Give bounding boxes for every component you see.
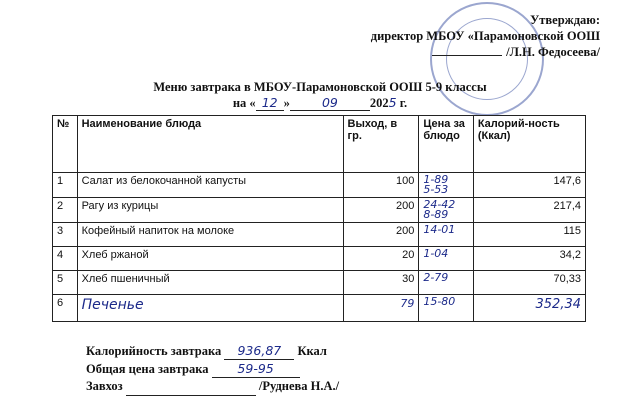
price-value: 2-79 [423, 271, 449, 284]
price-value-2: 5-53 [423, 183, 449, 196]
row-calories: 147,6 [473, 173, 585, 198]
manager-label: Завхоз [86, 379, 123, 393]
footer-manager [86, 378, 339, 396]
table-row [53, 223, 586, 247]
date-mid: » [283, 96, 290, 110]
row-calories [473, 295, 585, 322]
row-output: 200 [343, 223, 419, 247]
row-price [419, 271, 473, 295]
row-price [419, 198, 473, 223]
header-name: Наименование блюда [77, 116, 343, 173]
date-year-digit: 5 [388, 95, 397, 110]
footer-price [86, 360, 339, 378]
row-num: 6 [53, 295, 78, 322]
header-price: Цена за блюдо [419, 116, 473, 173]
row-calories: 115 [473, 223, 585, 247]
header-num: № [53, 116, 78, 173]
row-num: 5 [53, 271, 78, 295]
calories-value: 936,87 [224, 342, 294, 360]
table-row [53, 247, 586, 271]
row-price [419, 173, 473, 198]
row-calories: 34,2 [473, 247, 585, 271]
manager-name: /Руднева Н.А./ [258, 379, 340, 393]
row-name: Хлеб ржаной [77, 247, 343, 271]
approval-director: директор МБОУ «Парамоновской ООШ [370, 29, 600, 43]
price-value: 15-80 [423, 295, 456, 308]
approval-title: Утверждаю: [530, 13, 600, 27]
row-num: 2 [53, 198, 78, 223]
row-num: 4 [53, 247, 78, 271]
table-row [53, 198, 586, 223]
menu-title-main: Меню завтрака в МБОУ-Парамоновской ООШ 5-9 классы [153, 80, 487, 94]
row-name: Хлеб пшеничный [77, 271, 343, 295]
row-name: Рагу из курицы [77, 198, 343, 223]
menu-footer [86, 342, 339, 396]
row-num: 1 [53, 173, 78, 198]
row-output: 200 [343, 198, 419, 223]
date-year-suffix: г. [399, 96, 408, 110]
row-output [343, 295, 419, 322]
total-price-value: 59-95 [212, 360, 300, 378]
footer-calories [86, 342, 339, 360]
menu-table [52, 115, 586, 322]
row-price [419, 247, 473, 271]
date-month: 09 [290, 95, 370, 111]
manager-signature-line [126, 378, 256, 396]
approval-block [371, 12, 600, 60]
row-output: 20 [343, 247, 419, 271]
row-output: 100 [343, 173, 419, 198]
approval-director-name: /Л.Н. Федосеева/ [506, 45, 600, 59]
row-price [419, 295, 473, 322]
menu-date [0, 95, 640, 111]
signature-blank [432, 55, 502, 56]
row-calories-handwritten: 352,34 [535, 297, 581, 312]
table-header-row [53, 116, 586, 173]
row-calories: 217,4 [473, 198, 585, 223]
row-name: Кофейный напиток на молоке [77, 223, 343, 247]
row-output: 30 [343, 271, 419, 295]
price-value: 1-89 [423, 173, 449, 186]
date-year-prefix: 202 [369, 96, 389, 110]
menu-title [0, 80, 640, 111]
row-name-handwritten: Печенье [81, 297, 144, 313]
row-num: 3 [53, 223, 78, 247]
row-name: Салат из белокочанной капусты [77, 173, 343, 198]
table-row [53, 295, 586, 322]
date-day: 12 [256, 95, 284, 111]
calories-unit: Ккал [297, 344, 327, 358]
price-label: Общая цена завтрака [86, 362, 209, 376]
price-value: 1-04 [423, 247, 449, 260]
price-value-2: 8-89 [423, 208, 449, 221]
row-calories: 70,33 [473, 271, 585, 295]
row-output-handwritten: 79 [400, 297, 415, 310]
row-name [77, 295, 343, 322]
approval-signature-line [371, 44, 600, 60]
price-value: 14-01 [423, 223, 456, 236]
price-value: 24-42 [423, 198, 456, 211]
table-row [53, 173, 586, 198]
table-row [53, 271, 586, 295]
calories-label: Калорийность завтрака [86, 344, 222, 358]
date-prefix: на « [232, 96, 256, 110]
row-price [419, 223, 473, 247]
header-output: Выход, в гр. [343, 116, 419, 173]
header-calories: Калорий-ность (Ккал) [473, 116, 585, 173]
